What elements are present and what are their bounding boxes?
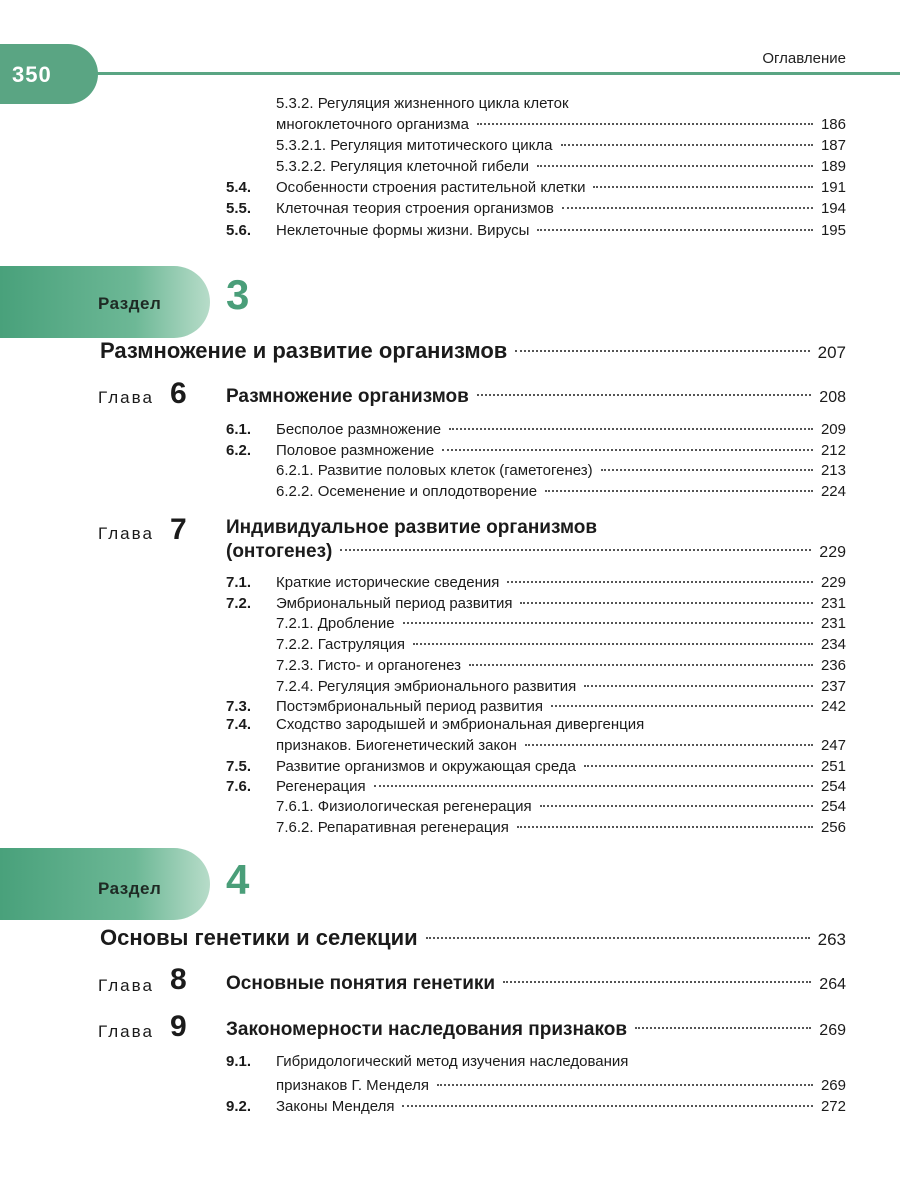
entry-page: 251: [820, 758, 846, 775]
leader-dots: [503, 981, 811, 983]
chapter-title: Размножение организмов: [226, 386, 469, 407]
toc-entry[interactable]: [276, 1075, 846, 1097]
entry-text: признаков Г. Менделя: [276, 1077, 429, 1094]
chapter-label: Глава: [98, 1022, 154, 1041]
chapter-title-entry[interactable]: [226, 1016, 846, 1044]
section-number: 3: [226, 271, 250, 318]
toc-entry[interactable]: [276, 114, 846, 136]
entry-page: 207: [817, 343, 846, 362]
toc-entry[interactable]: [276, 135, 846, 157]
toc-entry[interactable]: [226, 593, 846, 615]
leader-dots: [426, 937, 810, 939]
section-title-entry[interactable]: [100, 923, 846, 953]
chapter-title-entry[interactable]: [226, 538, 846, 566]
entry-page: 263: [817, 930, 846, 949]
leader-dots: [449, 428, 813, 430]
toc-entry[interactable]: [226, 220, 846, 242]
leader-dots: [562, 207, 813, 209]
entry-page: 269: [820, 1077, 846, 1094]
leader-dots: [517, 826, 813, 828]
entry-text: 6.2.1. Развитие половых клеток (гаметогенез): [276, 462, 593, 479]
entry-page: 189: [820, 158, 846, 175]
leader-dots: [515, 350, 809, 352]
entry-text: Законы Менделя: [276, 1098, 395, 1115]
leader-dots: [507, 581, 813, 583]
entry-text: Сходство зародышей и эмбриональная дивергенция: [276, 716, 645, 733]
section-title: Основы генетики и селекции: [100, 925, 418, 950]
entry-number: 9.2.: [226, 1098, 252, 1115]
leader-dots: [525, 744, 813, 746]
entry-page: 234: [820, 636, 846, 653]
entry-number: 6.1.: [226, 421, 252, 438]
entry-page: 237: [820, 678, 846, 695]
chapter-label: Глава: [98, 976, 154, 995]
entry-page: 272: [820, 1098, 846, 1115]
entry-page: 208: [819, 389, 846, 406]
header-rule: [0, 72, 900, 75]
entry-text: Регенерация: [276, 778, 366, 795]
chapter-label: Глава: [98, 524, 154, 543]
entry-text: Развитие организмов и окружающая среда: [276, 758, 577, 775]
entry-page: 231: [820, 615, 846, 632]
entry-text: Клеточная теория строения организмов: [276, 200, 554, 217]
leader-dots: [403, 622, 813, 624]
leader-dots: [561, 144, 813, 146]
chapter-number: 8: [170, 963, 187, 996]
entry-number: 5.4.: [226, 179, 252, 196]
section-title: Размножение и развитие организмов: [100, 338, 508, 363]
entry-text: 6.2.2. Осеменение и оплодотворение: [276, 483, 538, 500]
entry-number: 7.5.: [226, 758, 252, 775]
leader-dots: [601, 469, 813, 471]
chapter-title: Закономерности наследования признаков: [226, 1019, 628, 1040]
toc-entry[interactable]: [226, 776, 846, 798]
section-title-entry[interactable]: [100, 336, 846, 366]
leader-dots: [551, 705, 813, 707]
leader-dots: [477, 123, 813, 125]
toc-entry[interactable]: [276, 613, 846, 635]
chapter-title-line2: (онтогенез): [226, 541, 333, 562]
entry-page: 186: [820, 116, 846, 133]
entry-page: 231: [820, 595, 846, 612]
chapter-number: 6: [170, 377, 187, 410]
entry-text: 7.6.2. Репаративная регенерация: [276, 819, 509, 836]
leader-dots: [545, 490, 813, 492]
section-number: 4: [226, 856, 250, 903]
leader-dots: [437, 1084, 813, 1086]
leader-dots: [520, 602, 813, 604]
entry-page: 256: [820, 819, 846, 836]
toc-entry[interactable]: [276, 676, 846, 698]
leader-dots: [584, 685, 813, 687]
entry-text: Особенности строения растительной клетки: [276, 179, 586, 196]
toc-entry[interactable]: [276, 634, 846, 656]
entry-page: 242: [820, 698, 846, 715]
entry-page: 224: [820, 483, 846, 500]
entry-text: Гибридологический метод изучения наследования: [276, 1053, 629, 1070]
leader-dots: [593, 186, 812, 188]
entry-number: 7.3.: [226, 698, 252, 715]
entry-page: 187: [820, 137, 846, 154]
entry-page: 195: [820, 222, 846, 239]
entry-page: 194: [820, 200, 846, 217]
leader-dots: [374, 785, 813, 787]
entry-number: 6.2.: [226, 442, 252, 459]
leader-dots: [469, 664, 813, 666]
toc-entry[interactable]: [276, 796, 846, 818]
leader-dots: [402, 1105, 812, 1107]
toc-entry[interactable]: [226, 198, 846, 220]
entry-page: 247: [820, 737, 846, 754]
toc-entry[interactable]: [276, 156, 846, 178]
toc-entry[interactable]: [226, 1096, 846, 1118]
entry-page: 209: [820, 421, 846, 438]
entry-text: Неклеточные формы жизни. Вирусы: [276, 222, 530, 239]
entry-page: 254: [820, 798, 846, 815]
entry-number: 5.6.: [226, 222, 252, 239]
entry-text: 7.2.1. Дробление: [276, 615, 395, 632]
running-title: Оглавление: [762, 50, 846, 67]
entry-text: 7.2.2. Гаструляция: [276, 636, 406, 653]
leader-dots: [442, 449, 813, 451]
entry-page: 212: [820, 442, 846, 459]
toc-entry: [276, 95, 569, 112]
chapter-number: 7: [170, 513, 187, 546]
chapter-title: Основные понятия генетики: [226, 973, 496, 994]
entry-page: 254: [820, 778, 846, 795]
entry-text: многоклеточного организма: [276, 116, 469, 133]
entry-number: 7.4.: [226, 716, 252, 733]
page-number: 350: [12, 62, 52, 87]
entry-text: Эмбриональный период развития: [276, 595, 513, 612]
leader-dots: [584, 765, 813, 767]
toc-entry[interactable]: [226, 177, 846, 199]
entry-page: 213: [820, 462, 846, 479]
chapter-title-entry[interactable]: [226, 970, 846, 998]
toc-entry[interactable]: [226, 419, 846, 441]
entry-page: 264: [819, 976, 846, 993]
entry-text: 5.3.2.1. Регуляция митотического цикла: [276, 137, 553, 154]
chapter-title-line1: Индивидуальное развитие организмов: [226, 517, 598, 538]
toc-entry[interactable]: [226, 696, 846, 718]
entry-text: 5.3.2. Регуляция жизненного цикла клеток: [276, 95, 569, 112]
section-label: Раздел: [98, 294, 162, 313]
entry-number: 7.1.: [226, 574, 252, 591]
entry-text: 5.3.2.2. Регуляция клеточной гибели: [276, 158, 529, 175]
toc-entry[interactable]: [226, 572, 846, 594]
toc-entry: [226, 716, 645, 733]
toc-entry[interactable]: [226, 440, 846, 462]
leader-dots: [540, 805, 813, 807]
entry-text: 7.2.4. Регуляция эмбрионального развития: [276, 678, 577, 695]
leader-dots: [340, 549, 811, 551]
entry-text: Постэмбриональный период развития: [276, 698, 543, 715]
chapter-title-entry[interactable]: [226, 383, 846, 411]
toc-entry[interactable]: [276, 481, 846, 503]
entry-number: 5.5.: [226, 200, 252, 217]
toc-entry[interactable]: [276, 655, 846, 677]
entry-text: признаков. Биогенетический закон: [276, 737, 517, 754]
leader-dots: [413, 643, 813, 645]
entry-text: Половое размножение: [276, 442, 435, 459]
entry-page: 191: [820, 179, 846, 196]
entry-page: 269: [819, 1022, 846, 1039]
entry-number: 7.2.: [226, 595, 252, 612]
entry-number: 7.6.: [226, 778, 252, 795]
leader-dots: [537, 229, 813, 231]
toc-entry[interactable]: [276, 735, 846, 757]
entry-text: Краткие исторические сведения: [276, 574, 500, 591]
entry-page: 236: [820, 657, 846, 674]
entry-page: 229: [819, 544, 846, 561]
chapter-label: Глава: [98, 388, 154, 407]
toc-entry[interactable]: [276, 817, 846, 839]
entry-page: 229: [820, 574, 846, 591]
chapter-number: 9: [170, 1010, 187, 1043]
toc-entry[interactable]: [226, 756, 846, 778]
entry-text: 7.6.1. Физиологическая регенерация: [276, 798, 532, 815]
toc-entry[interactable]: [276, 460, 846, 482]
leader-dots: [537, 165, 813, 167]
leader-dots: [635, 1027, 811, 1029]
entry-text: Бесполое размножение: [276, 421, 442, 438]
leader-dots: [477, 394, 812, 396]
toc-entry: [226, 1053, 629, 1070]
section-label: Раздел: [98, 879, 162, 898]
entry-text: 7.2.3. Гисто- и органогенез: [276, 657, 462, 674]
entry-number: 9.1.: [226, 1053, 252, 1070]
